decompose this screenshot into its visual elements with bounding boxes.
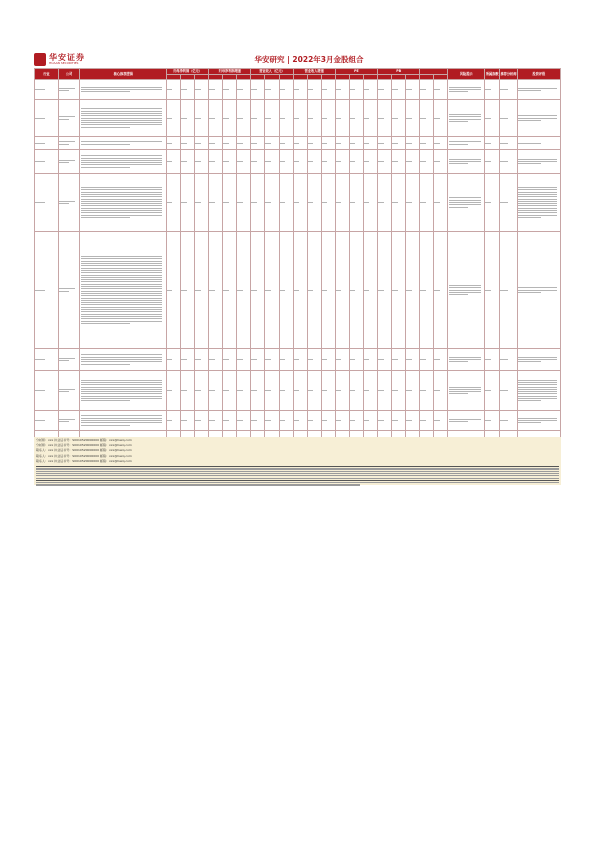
risk-cell: [448, 137, 485, 150]
metric-cell: [321, 349, 335, 371]
risk-cell: [448, 174, 485, 232]
analyst-line: 分析师：xxx 执业证书号：S0010520000000 邮箱：xxx@hazq.com: [36, 438, 132, 442]
metric-cell: [363, 80, 377, 100]
logo-subtitle: HUAAN SECURITIES: [49, 61, 79, 65]
metric-cell: [363, 411, 377, 431]
header-industry: 行业: [35, 69, 59, 80]
metric-cell: [237, 371, 251, 411]
metric-cell: [181, 80, 195, 100]
metric-cell: [223, 371, 237, 411]
metric-cell: [293, 100, 307, 137]
company-cell: [58, 232, 80, 349]
logic-cell: [80, 349, 167, 371]
metric-cell: [406, 174, 420, 232]
company-cell: [58, 100, 80, 137]
metric-cell: [265, 100, 279, 137]
metric-cell: [406, 100, 420, 137]
company-logo: [34, 52, 114, 68]
rating-cell: [517, 232, 560, 349]
metric-cell: [307, 411, 321, 431]
metric-cell: [335, 411, 349, 431]
risk-cell: [448, 349, 485, 371]
metric-cell: [181, 137, 195, 150]
index-cell: [485, 349, 500, 371]
industry-cell: [35, 371, 59, 411]
metric-cell: [321, 411, 335, 431]
metric-cell: [321, 100, 335, 137]
metric-cell: [321, 174, 335, 232]
metric-cell: [195, 80, 209, 100]
metric-cell: [335, 349, 349, 371]
metric-cell: [349, 371, 363, 411]
metric-cell: [349, 100, 363, 137]
analyst-cell: [500, 411, 517, 431]
metric-cell: [363, 174, 377, 232]
metric-cell: [307, 174, 321, 232]
industry-cell: [35, 137, 59, 150]
table-row: [35, 411, 561, 431]
metric-cell: [363, 150, 377, 174]
risk-cell: [448, 411, 485, 431]
logo-name: 华安证券: [49, 53, 85, 62]
metric-cell: [307, 150, 321, 174]
metric-cell: [392, 150, 406, 174]
metric-cell: [237, 80, 251, 100]
metric-cell: [251, 100, 265, 137]
metric-cell: [378, 174, 392, 232]
metric-cell: [420, 100, 434, 137]
metric-cell: [335, 80, 349, 100]
metric-cell: [279, 174, 293, 232]
metric-cell: [195, 150, 209, 174]
logic-cell: [80, 150, 167, 174]
metric-cell: [181, 371, 195, 411]
industry-cell: [35, 411, 59, 431]
metric-cell: [167, 371, 181, 411]
metric-cell: [420, 174, 434, 232]
metric-cell: [378, 232, 392, 349]
metric-cell: [279, 150, 293, 174]
logic-cell: [80, 232, 167, 349]
metric-cell: [251, 174, 265, 232]
metric-cell: [237, 100, 251, 137]
metric-cell: [265, 371, 279, 411]
rating-cell: [517, 174, 560, 232]
company-cell: [58, 137, 80, 150]
analyst-line: 联系人：xxx 执业证书号：S0010520000000 邮箱：xxx@hazq.com: [36, 458, 132, 463]
metric-cell: [420, 411, 434, 431]
analyst-cell: [500, 100, 517, 137]
metric-cell: [195, 411, 209, 431]
metric-cell: [223, 349, 237, 371]
metric-cell: [392, 80, 406, 100]
metric-cell: [209, 371, 223, 411]
metric-cell: [349, 232, 363, 349]
index-cell: [485, 80, 500, 100]
metric-cell: [406, 371, 420, 411]
metric-cell: [434, 150, 448, 174]
metric-cell: [237, 349, 251, 371]
metric-cell: [265, 411, 279, 431]
metric-cell: [420, 232, 434, 349]
metric-cell: [378, 100, 392, 137]
metric-cell: [237, 137, 251, 150]
header-pe: PE: [335, 69, 377, 75]
industry-cell: [35, 232, 59, 349]
metric-cell: [181, 100, 195, 137]
metric-cell: [335, 100, 349, 137]
metric-cell: [167, 80, 181, 100]
metric-cell: [209, 150, 223, 174]
metric-cell: [434, 349, 448, 371]
metric-cell: [406, 150, 420, 174]
metric-cell: [335, 137, 349, 150]
metric-cell: [307, 371, 321, 411]
metric-cell: [279, 411, 293, 431]
metric-cell: [251, 371, 265, 411]
logic-cell: [80, 411, 167, 431]
rating-cell: [517, 150, 560, 174]
metric-cell: [434, 137, 448, 150]
logo-mark-icon: [34, 53, 46, 66]
company-cell: [58, 80, 80, 100]
metric-cell: [406, 411, 420, 431]
metric-cell: [378, 80, 392, 100]
index-cell: [485, 174, 500, 232]
analyst-cell: [500, 80, 517, 100]
metric-cell: [349, 349, 363, 371]
metric-cell: [335, 174, 349, 232]
metric-cell: [434, 232, 448, 349]
metric-cell: [307, 349, 321, 371]
metric-cell: [181, 174, 195, 232]
metric-cell: [293, 137, 307, 150]
metric-cell: [420, 80, 434, 100]
analyst-list: [36, 438, 336, 464]
company-cell: [58, 411, 80, 431]
metric-cell: [167, 150, 181, 174]
metric-cell: [209, 137, 223, 150]
metric-cell: [223, 174, 237, 232]
analyst-cell: [500, 137, 517, 150]
metric-cell: [251, 232, 265, 349]
metric-cell: [392, 232, 406, 349]
metric-cell: [434, 80, 448, 100]
metric-cell: [167, 232, 181, 349]
metric-cell: [434, 371, 448, 411]
risk-cell: [448, 100, 485, 137]
metric-cell: [237, 232, 251, 349]
metric-cell: [279, 80, 293, 100]
metric-cell: [195, 137, 209, 150]
metric-cell: [392, 349, 406, 371]
metric-cell: [378, 349, 392, 371]
analyst-cell: [500, 349, 517, 371]
metric-cell: [181, 150, 195, 174]
table-row: [35, 100, 561, 137]
metric-cell: [392, 174, 406, 232]
metric-cell: [265, 80, 279, 100]
analyst-cell: [500, 371, 517, 411]
metric-cell: [251, 349, 265, 371]
table-row: [35, 137, 561, 150]
metric-cell: [223, 80, 237, 100]
rating-cell: [517, 411, 560, 431]
metric-cell: [223, 411, 237, 431]
metric-cell: [237, 150, 251, 174]
table-row: [35, 349, 561, 371]
metric-cell: [378, 371, 392, 411]
metric-cell: [293, 80, 307, 100]
rating-cell: [517, 80, 560, 100]
metric-cell: [420, 349, 434, 371]
table-row: [35, 150, 561, 174]
header-pb: PB: [378, 69, 420, 75]
metric-cell: [321, 232, 335, 349]
metric-cell: [335, 232, 349, 349]
metric-cell: [363, 232, 377, 349]
metric-cell: [392, 137, 406, 150]
industry-cell: [35, 80, 59, 100]
company-cell: [58, 174, 80, 232]
analyst-line: 联系人：xxx 执业证书号：S0010520000000 邮箱：xxx@hazq.com: [36, 448, 132, 453]
metric-cell: [392, 411, 406, 431]
metric-cell: [209, 80, 223, 100]
rating-cell: [517, 100, 560, 137]
index-cell: [485, 371, 500, 411]
header-net-profit: 归母净利润（亿元）: [167, 69, 209, 75]
metric-cell: [279, 371, 293, 411]
metric-cell: [434, 100, 448, 137]
table-row: [35, 371, 561, 411]
table-row: [35, 80, 561, 100]
logic-cell: [80, 80, 167, 100]
metric-cell: [307, 100, 321, 137]
risk-cell: [448, 150, 485, 174]
metric-cell: [209, 232, 223, 349]
table-row: [35, 232, 561, 349]
company-cell: [58, 371, 80, 411]
analyst-cell: [500, 232, 517, 349]
metric-cell: [251, 411, 265, 431]
metric-cell: [321, 371, 335, 411]
index-cell: [485, 411, 500, 431]
metric-cell: [223, 137, 237, 150]
metric-cell: [265, 137, 279, 150]
metric-cell: [321, 137, 335, 150]
page-header: [34, 52, 561, 68]
metric-cell: [378, 411, 392, 431]
metric-cell: [167, 349, 181, 371]
analyst-line: 分析师：xxx 执业证书号：S0010520000000 邮箱：xxx@hazq.com: [36, 443, 132, 448]
header-company: 公司: [58, 69, 80, 80]
metric-cell: [251, 80, 265, 100]
index-cell: [485, 137, 500, 150]
metric-cell: [209, 349, 223, 371]
metric-cell: [181, 232, 195, 349]
metric-cell: [420, 150, 434, 174]
metric-cell: [265, 232, 279, 349]
metric-cell: [265, 349, 279, 371]
index-cell: [485, 100, 500, 137]
index-cell: [485, 150, 500, 174]
metric-cell: [392, 100, 406, 137]
risk-cell: [448, 371, 485, 411]
metric-cell: [279, 232, 293, 349]
metric-cell: [378, 150, 392, 174]
header-risk: 风险提示: [448, 69, 485, 80]
disclaimer-text: [36, 465, 559, 487]
industry-cell: [35, 100, 59, 137]
logic-cell: [80, 137, 167, 150]
metric-cell: [265, 150, 279, 174]
header-logic: 核心推荐逻辑: [80, 69, 167, 80]
industry-cell: [35, 174, 59, 232]
industry-cell: [35, 349, 59, 371]
metric-cell: [195, 100, 209, 137]
metric-cell: [349, 137, 363, 150]
metric-cell: [321, 80, 335, 100]
metric-cell: [363, 137, 377, 150]
logic-cell: [80, 100, 167, 137]
metric-cell: [378, 137, 392, 150]
metric-cell: [420, 371, 434, 411]
metric-cell: [349, 150, 363, 174]
metric-cell: [349, 174, 363, 232]
metric-cell: [335, 371, 349, 411]
table-row: [35, 174, 561, 232]
metric-cell: [209, 174, 223, 232]
metric-cell: [265, 174, 279, 232]
risk-cell: [448, 232, 485, 349]
document-title: 华安研究 | 2022年3月金股组合: [254, 55, 364, 64]
metric-cell: [237, 174, 251, 232]
metric-cell: [420, 137, 434, 150]
metric-cell: [307, 137, 321, 150]
metric-cell: [307, 80, 321, 100]
metric-cell: [167, 137, 181, 150]
analyst-line: 联系人：xxx 执业证书号：S0010520000000 邮箱：xxx@hazq.com: [36, 453, 132, 458]
company-cell: [58, 150, 80, 174]
metric-cell: [195, 349, 209, 371]
metric-cell: [293, 371, 307, 411]
metric-cell: [293, 174, 307, 232]
metric-cell: [195, 232, 209, 349]
metric-cell: [293, 411, 307, 431]
metric-cell: [434, 174, 448, 232]
metric-cell: [279, 349, 293, 371]
metric-cell: [349, 80, 363, 100]
metric-cell: [307, 232, 321, 349]
metric-cell: [195, 174, 209, 232]
metric-cell: [223, 232, 237, 349]
metric-cell: [223, 150, 237, 174]
analyst-cell: [500, 150, 517, 174]
metric-cell: [293, 349, 307, 371]
header-revenue: 营业收入（亿元）: [251, 69, 293, 75]
header-revenue-growth: 营业收入增速: [293, 69, 335, 75]
metric-cell: [293, 232, 307, 349]
index-cell: [485, 232, 500, 349]
industry-cell: [35, 150, 59, 174]
metric-cell: [181, 411, 195, 431]
metric-cell: [363, 349, 377, 371]
metric-cell: [392, 371, 406, 411]
report-footer: [34, 437, 561, 485]
company-cell: [58, 349, 80, 371]
metric-cell: [223, 100, 237, 137]
metric-cell: [167, 100, 181, 137]
metric-cell: [279, 137, 293, 150]
metric-cell: [406, 80, 420, 100]
risk-cell: [448, 80, 485, 100]
metric-cell: [321, 150, 335, 174]
logic-cell: [80, 174, 167, 232]
metric-cell: [251, 150, 265, 174]
metric-cell: [251, 137, 265, 150]
metric-cell: [406, 232, 420, 349]
metric-cell: [237, 411, 251, 431]
metric-cell: [335, 150, 349, 174]
metric-cell: [279, 100, 293, 137]
metric-cell: [363, 100, 377, 137]
metric-cell: [167, 411, 181, 431]
header-net-profit-growth: 归母净利润增速: [209, 69, 251, 75]
rating-cell: [517, 137, 560, 150]
metric-cell: [349, 411, 363, 431]
analyst-cell: [500, 174, 517, 232]
metric-cell: [363, 371, 377, 411]
metric-cell: [167, 174, 181, 232]
metric-cell: [406, 349, 420, 371]
metric-cell: [293, 150, 307, 174]
metric-cell: [209, 411, 223, 431]
header-index: 所属指数: [485, 69, 500, 80]
metric-cell: [181, 349, 195, 371]
rating-cell: [517, 349, 560, 371]
metric-cell: [209, 100, 223, 137]
metric-cell: [195, 371, 209, 411]
header-rating: 投资评级: [517, 69, 560, 80]
stock-portfolio-table: [34, 68, 561, 442]
metric-cell: [406, 137, 420, 150]
metric-cell: [434, 411, 448, 431]
rating-cell: [517, 371, 560, 411]
header-analyst: 推荐分析师: [500, 69, 517, 80]
logic-cell: [80, 371, 167, 411]
